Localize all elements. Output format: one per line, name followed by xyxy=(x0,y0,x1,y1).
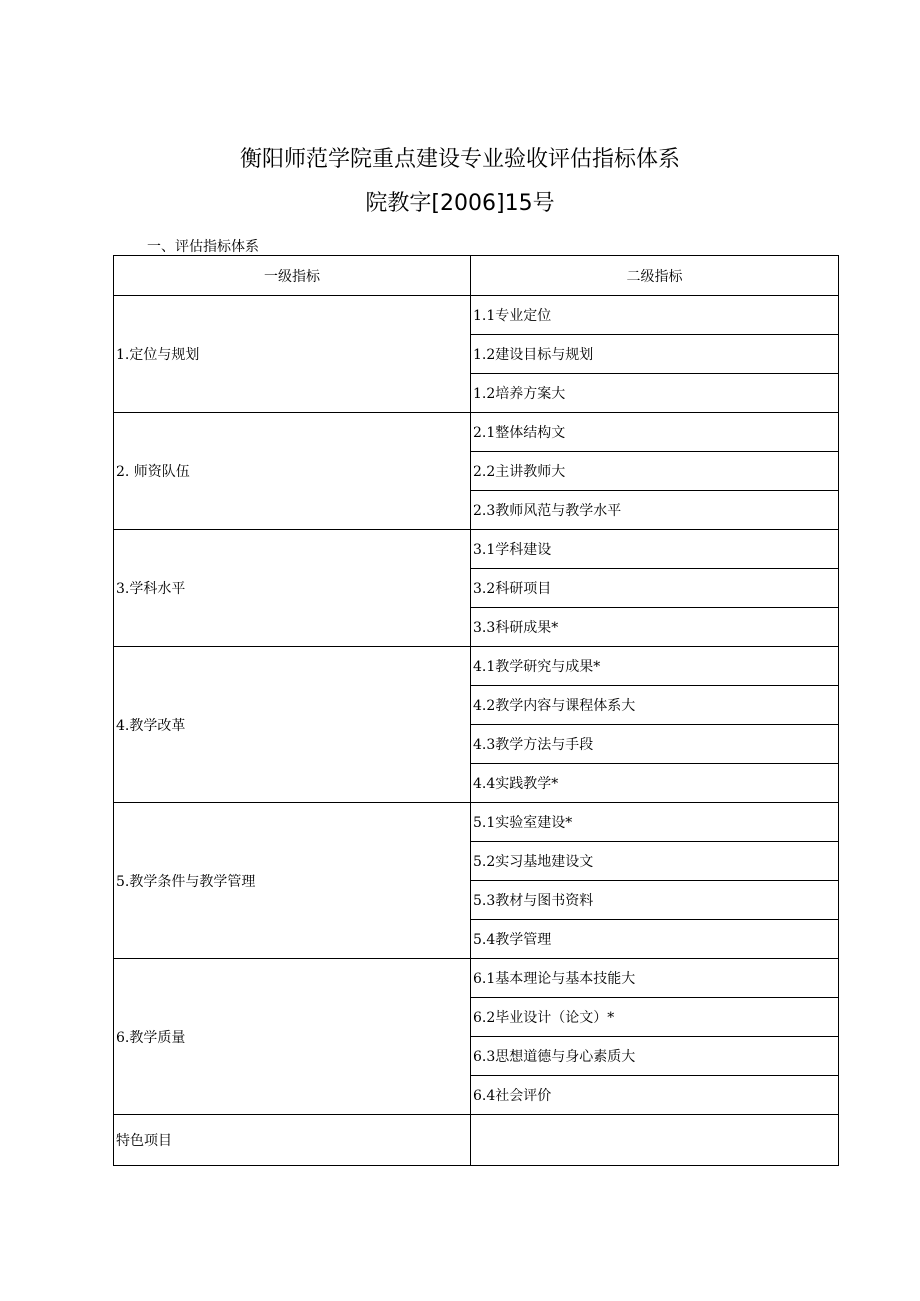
primary-indicator: 4.教学改革 xyxy=(114,647,471,803)
secondary-indicator: 3.1学科建设 xyxy=(471,530,839,569)
secondary-indicator: 4.1教学研究与成果* xyxy=(471,647,839,686)
secondary-indicator: 6.2毕业设计（论文）* xyxy=(471,998,839,1037)
secondary-indicator: 5.3教材与图书资料 xyxy=(471,881,839,920)
secondary-indicator: 5.2实习基地建设文 xyxy=(471,842,839,881)
section-heading: 一、评估指标体系 xyxy=(147,239,259,255)
table-row xyxy=(114,413,839,452)
primary-indicator: 2. 师资队伍 xyxy=(114,413,471,530)
primary-indicator: 1.定位与规划 xyxy=(114,296,471,413)
primary-indicator: 3.学科水平 xyxy=(114,530,471,647)
secondary-indicator: 2.3教师风范与教学水平 xyxy=(471,491,839,530)
special-item-label: 特色项目 xyxy=(114,1115,471,1166)
table-row xyxy=(114,959,839,998)
secondary-indicator: 4.4实践教学* xyxy=(471,764,839,803)
secondary-indicator: 6.3思想道德与身心素质大 xyxy=(471,1037,839,1076)
secondary-indicator: 1.2培养方案大 xyxy=(471,374,839,413)
secondary-indicator: 6.4社会评价 xyxy=(471,1076,839,1115)
secondary-indicator: 3.3科研成果* xyxy=(471,608,839,647)
table-header-row xyxy=(114,256,839,296)
secondary-indicator: 5.1实验室建设* xyxy=(471,803,839,842)
secondary-indicator: 2.1整体结构文 xyxy=(471,413,839,452)
secondary-indicator: 5.4教学管理 xyxy=(471,920,839,959)
table-row xyxy=(114,803,839,842)
secondary-indicator: 2.2主讲教师大 xyxy=(471,452,839,491)
table-row-special xyxy=(114,1115,839,1166)
secondary-indicator: 4.3教学方法与手段 xyxy=(471,725,839,764)
secondary-indicator: 1.1专业定位 xyxy=(471,296,839,335)
primary-indicator: 5.教学条件与教学管理 xyxy=(114,803,471,959)
document-title: 衡阳师范学院重点建设专业验收评估指标体系 xyxy=(239,147,680,172)
table-row xyxy=(114,296,839,335)
primary-indicator: 6.教学质量 xyxy=(114,959,471,1115)
indicator-table xyxy=(113,255,839,1166)
secondary-indicator: 1.2建设目标与规划 xyxy=(471,335,839,374)
header-secondary-indicator: 二级指标 xyxy=(471,256,839,296)
secondary-indicator: 4.2教学内容与课程体系大 xyxy=(471,686,839,725)
table-row xyxy=(114,530,839,569)
document-number: 院教字[2006]15号 xyxy=(365,191,555,216)
table-row xyxy=(114,647,839,686)
secondary-indicator: 6.1基本理论与基本技能大 xyxy=(471,959,839,998)
secondary-indicator: 3.2科研项目 xyxy=(471,569,839,608)
header-primary-indicator: 一级指标 xyxy=(114,256,471,296)
special-item-value xyxy=(471,1115,839,1166)
